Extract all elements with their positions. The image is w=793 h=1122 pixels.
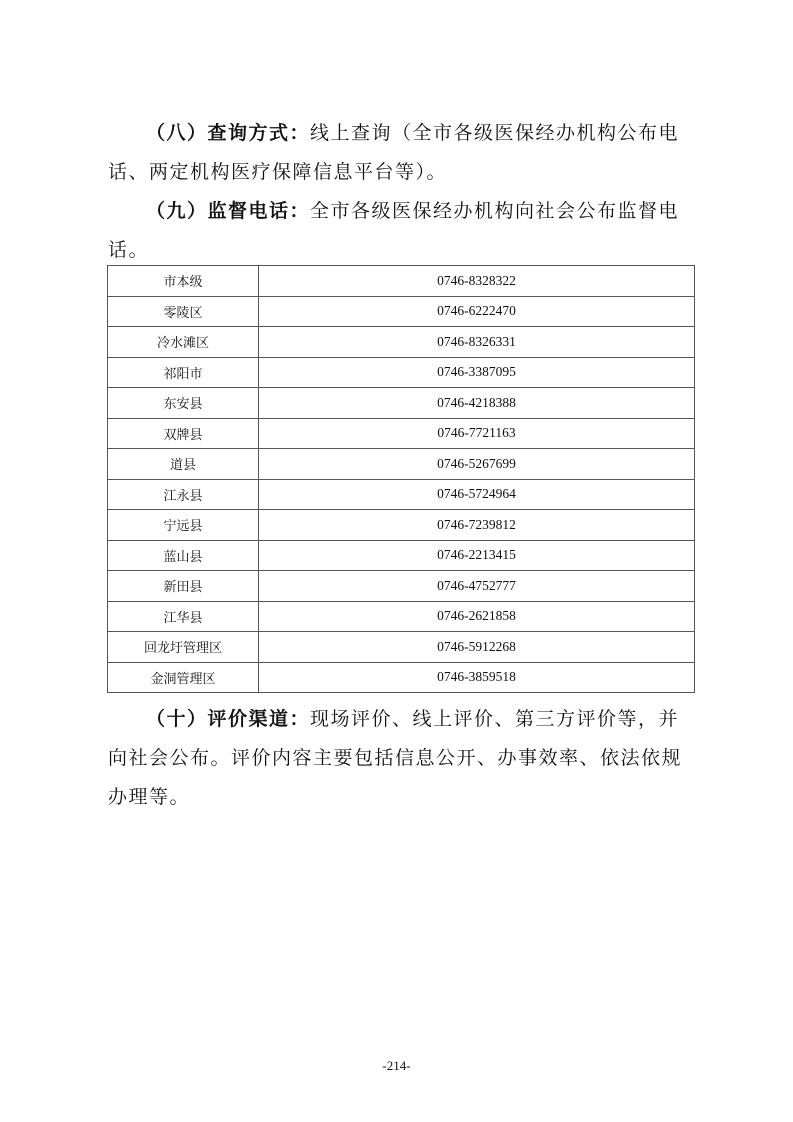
phone-cell: 0746-4752777 — [259, 571, 695, 602]
phone-cell: 0746-3387095 — [259, 357, 695, 388]
table-row — [108, 571, 695, 602]
district-cell: 金洞管理区 — [108, 662, 259, 693]
district-cell: 江永县 — [108, 479, 259, 510]
table-row — [108, 388, 695, 419]
phone-cell: 0746-5267699 — [259, 449, 695, 480]
phone-cell: 0746-5724964 — [259, 479, 695, 510]
table-row — [108, 418, 695, 449]
district-cell: 冷水滩区 — [108, 327, 259, 358]
evaluation-channel-text: 现场评价、线上评价、第三方评价等，并向社会公布。评价内容主要包括信息公开、办事效率、依法依规办理等。 — [108, 708, 683, 808]
district-cell: 东安县 — [108, 388, 259, 419]
phone-cell: 0746-6222470 — [259, 296, 695, 327]
table-row — [108, 449, 695, 480]
table-row — [108, 510, 695, 541]
page-number: -214- — [382, 1058, 411, 1073]
phone-cell: 0746-7721163 — [259, 418, 695, 449]
district-cell: 蓝山县 — [108, 540, 259, 571]
evaluation-channel-heading: （十）评价渠道： — [146, 708, 311, 730]
query-method-text: 线上查询（全市各级医保经办机构公布电话、两定机构医疗保障信息平台等）。 — [108, 122, 680, 183]
supervision-phone-heading: （九）监督电话： — [146, 200, 311, 222]
phone-cell: 0746-8326331 — [259, 327, 695, 358]
phone-cell: 0746-7239812 — [259, 510, 695, 541]
district-cell: 江华县 — [108, 601, 259, 632]
phone-cell: 0746-4218388 — [259, 388, 695, 419]
phone-cell: 0746-2213415 — [259, 540, 695, 571]
district-cell: 道县 — [108, 449, 259, 480]
table-row — [108, 540, 695, 571]
district-cell: 宁远县 — [108, 510, 259, 541]
table-row — [108, 296, 695, 327]
table-row — [108, 479, 695, 510]
query-method-heading: （八）查询方式： — [146, 122, 311, 144]
supervision-phone-paragraph — [108, 192, 698, 270]
district-cell: 回龙圩管理区 — [108, 632, 259, 663]
table-row — [108, 327, 695, 358]
table-row — [108, 357, 695, 388]
district-cell: 新田县 — [108, 571, 259, 602]
phone-cell: 0746-2621858 — [259, 601, 695, 632]
table-row — [108, 266, 695, 297]
table-row — [108, 632, 695, 663]
supervision-phone-text: 全市各级医保经办机构向社会公布监督电话。 — [108, 200, 680, 261]
phone-cell: 0746-8328322 — [259, 266, 695, 297]
supervision-phone-table — [107, 265, 695, 693]
table-row — [108, 662, 695, 693]
phone-cell: 0746-5912268 — [259, 632, 695, 663]
phone-cell: 0746-3859518 — [259, 662, 695, 693]
district-cell: 市本级 — [108, 266, 259, 297]
phone-table-body — [108, 266, 695, 693]
table-row — [108, 601, 695, 632]
district-cell: 零陵区 — [108, 296, 259, 327]
query-method-paragraph — [108, 114, 698, 192]
evaluation-channel-paragraph — [108, 700, 698, 817]
district-cell: 祁阳市 — [108, 357, 259, 388]
district-cell: 双牌县 — [108, 418, 259, 449]
